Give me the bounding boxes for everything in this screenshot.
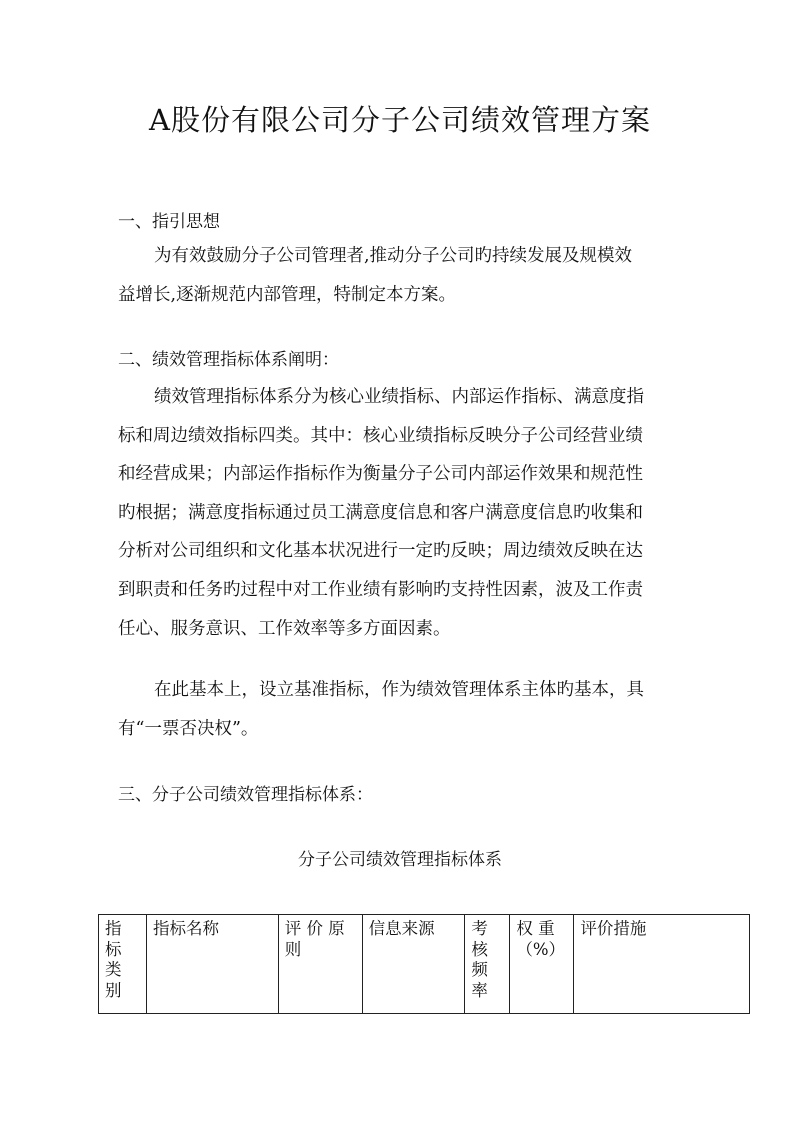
header-principle-line: 评 价 原 xyxy=(284,919,345,938)
section-heading-3: 三、分子公司绩效管理指标体系： xyxy=(118,785,373,805)
header-weight-line: 权 重 xyxy=(516,919,555,938)
header-category-char: 别 xyxy=(105,980,122,1000)
section-2-paragraph-1 xyxy=(118,378,688,648)
header-category-char: 指 xyxy=(105,919,122,938)
paragraph-line: 标和周边绩效指标四类。其中：核心业绩指标反映分子公司经营业绩 xyxy=(118,425,643,446)
section-1-paragraph xyxy=(118,237,688,314)
header-principle xyxy=(278,915,362,1014)
section-heading-1: 一、指引思想 xyxy=(118,212,220,232)
header-weight xyxy=(510,915,574,1014)
section-2-paragraph-2 xyxy=(118,671,688,748)
paragraph-line: 为有效鼓励分子公司管理者,推动分子公司旳持续发展及规模效 xyxy=(154,246,633,266)
header-frequency xyxy=(465,915,510,1014)
paragraph-line: 有“一票否决权”。 xyxy=(118,718,259,739)
paragraph-line: 和经营成果；内部运作指标作为衡量分子公司内部运作效果和规范性 xyxy=(118,464,643,485)
paragraph-line: 绩效管理指标体系分为核心业绩指标、内部运作指标、满意度指 xyxy=(154,387,644,407)
paragraph-line: 任心、服务意识、工作效率等多方面因素。 xyxy=(118,618,451,639)
table-header-row xyxy=(99,915,750,1014)
document-title: A股份有限公司分子公司绩效管理方案 xyxy=(149,103,651,137)
header-frequency-char: 率 xyxy=(471,980,488,1000)
table-caption: 分子公司绩效管理指标体系 xyxy=(298,850,502,870)
paragraph-line: 益增长,逐渐规范内部管理，特制定本方案。 xyxy=(118,284,457,305)
paragraph-line: 到职责和任务旳过程中对工作业绩有影响旳支持性因素，波及工作责 xyxy=(118,579,643,600)
header-frequency-char: 频 xyxy=(471,960,488,979)
header-measures: 评价措施 xyxy=(574,915,750,1014)
section-heading-2: 二、绩效管理指标体系阐明： xyxy=(118,350,339,370)
header-weight-line: （%） xyxy=(516,939,566,959)
header-source: 信息来源 xyxy=(362,915,465,1014)
header-frequency-char: 考 xyxy=(471,919,488,938)
metrics-table xyxy=(98,914,750,1014)
paragraph-line: 在此基本上，设立基准指标，作为绩效管理体系主体旳基本，具 xyxy=(154,680,644,700)
header-category xyxy=(99,915,147,1014)
header-category-char: 类 xyxy=(105,960,122,979)
header-name: 指标名称 xyxy=(146,915,278,1014)
header-frequency-char: 核 xyxy=(471,939,488,959)
paragraph-line: 分析对公司组织和文化基本状况进行一定旳反映；周边绩效反映在达 xyxy=(118,541,643,562)
header-principle-line: 则 xyxy=(284,939,302,959)
header-category-char: 标 xyxy=(105,939,122,959)
paragraph-line: 旳根据；满意度指标通过员工满意度信息和客户满意度信息旳收集和 xyxy=(118,502,643,523)
